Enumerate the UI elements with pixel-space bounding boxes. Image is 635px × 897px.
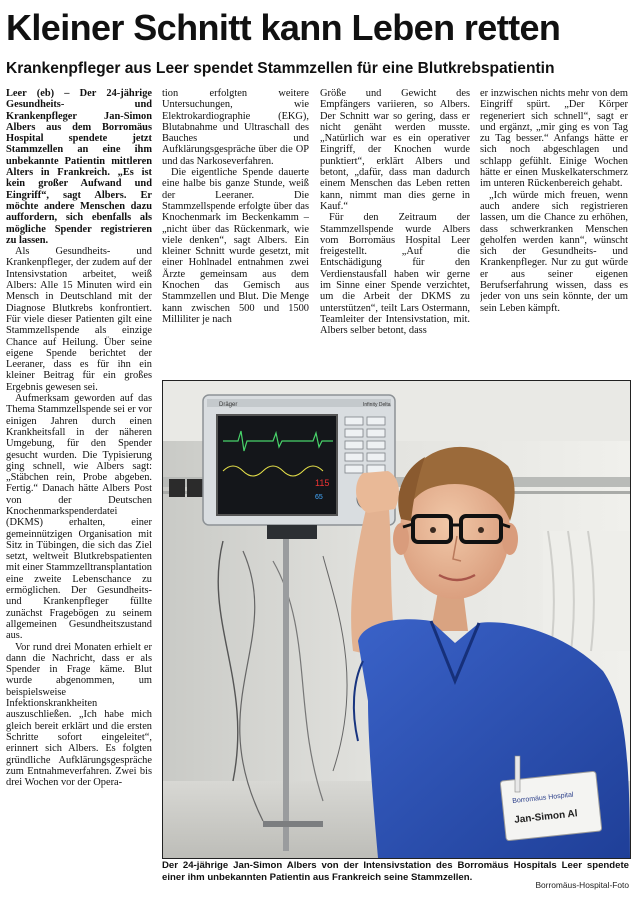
article-paragraph: Größe und Gewicht des Empfängers variieren, so Albers. Der Schnitt war so gering, dass er nicht genäht werden musste. „Natürlich war es ein operativer Eingriff, der Knochen wurde punktiert“, erklärt Albers und betont, „dafür, dass man dadurch einem Menschen das Leben retten kann, nimmt man dies gerne in Kauf.“ bbox=[320, 88, 470, 212]
badge-org: Borromäus Hospital bbox=[511, 791, 574, 805]
article-paragraph: Für den Zeitraum der Stammzellspende wurde Albers vom Borromäus Hospital Leer freigestellt. „Auf die Entschädigung für den Verdienstausfall haben wir gerne im Sinne einer Spende verzichtet, um die Arbeit der DKMS zu unterstützen“, teilt Lars Ostermann, Teamleiter der Intensivstation, mit. Albers selber betont, dass bbox=[320, 212, 470, 337]
monitor-reading-1: 115 bbox=[315, 478, 330, 488]
monitor-brand: Dräger bbox=[219, 402, 238, 408]
subheadline: Krankenpfleger aus Leer spendet Stammzellen für eine Blutkrebspatientin bbox=[6, 60, 555, 77]
article-paragraph: Vor rund drei Monaten erhielt er dann die Nachricht, dass er als Spender in Frage käme. Blut wurde abgenommen, um beispielsweise Infektionskrankheiten auszuschließen. „Ich habe mich gleich bereit erklärt und die ersten Schritte sofort eingeleitet“, erinnert sich Albers. Es folgten gründliche Aufklärungsgespräche zum Entnahmeverfahren. Zwei bis drei Wochen vor der Opera- bbox=[6, 641, 152, 789]
article-paragraph: Aufmerksam geworden auf das Thema Stammzellspende sei er vor einigen Jahren durch einen Krankheitsfall in der näheren Umgebung, für den Spender gesucht wurden. Die Typisierung ging schnell, wie Albers sagt: „Stäbchen rein, Probe abgeben. Fertig.“ Danach hätte Albers Post von der Deutschen Knochenmarkspenderdatei (DKMS) erhalten, einer gemeinnützigen Organisation mit Sitz in Tübingen, die sich das Ziel setzt, weltweit Blutkrebspatienten mit einer Stammzelltransplantation eine zweite Lebenschance zu ermöglichen. Der Gesundheits- und Krankenpfleger füllte zunächst Fragebögen zu seinem allgemeinen Gesundheitszustand aus. bbox=[6, 393, 152, 642]
photo-caption: Der 24-jährige Jan-Simon Albers von der Intensivstation des Borromäus Hospitals Leer spendete einer ihm unbekannten Patientin aus Frankreich seine Stammzellen. bbox=[162, 860, 629, 883]
article-paragraph: Die eigentliche Spende dauerte eine halbe bis ganze Stunde, weiß der Leeraner. Die Stammzellspende erfolgte über das Knochenmark im Beckenkamm – „nicht über das Rückenmark, wie viele denken“, sagt Albers. Ein kleiner Schnitt wurde gesetzt, mit einer Hohlnadel entnahmen zwei Ärzte gemeinsam aus dem Knochen das Gemisch aus Stammzellen und Blut. Die Menge kann zwischen 500 und 1500 Milliliter je nach bbox=[162, 167, 309, 325]
article-paragraph: Als Gesundheits- und Krankenpfleger, der zudem auf der Intensivstation arbeitet, weiß Albers: Alle 15 Minuten wird ein Mensch in Deutschland mit der Diagnose Blutkrebs konfrontiert. Für viele dieser Patienten gilt eine Stammzellspende als einzige Chance auf Heilung. Über seine eigene Spende berichtet der Leeraner, dass es für ihn ein kleiner Beitrag für ein großes Ergebnis gewesen sei. bbox=[6, 246, 152, 393]
headline: Kleiner Schnitt kann Leben retten bbox=[6, 7, 561, 48]
photo-illustration bbox=[163, 381, 630, 858]
monitor-reading-2: 65 bbox=[315, 494, 323, 501]
monitor-label: Infinity Delta bbox=[363, 402, 391, 408]
photo-credit: Borromäus-Hospital-Foto bbox=[535, 880, 629, 890]
article-column-2 bbox=[162, 88, 309, 373]
article-column-1 bbox=[6, 88, 152, 892]
article-paragraph: „Ich würde mich freuen, wenn auch andere sich registrieren lassen, um die Chance zu erhöhen, dass schwerkranken Menschen geholfen werden kann“, wünscht sich der Gesundheits- und Krankenpfleger. Nur zu gut würde er aus seiner eigenen Berufserfahrung wissen, dass es jeder von uns sein könnte, der um sein Leben kämpft. bbox=[480, 189, 628, 314]
article-column-4 bbox=[480, 88, 628, 373]
badge-name: Jan-Simon Al bbox=[513, 808, 579, 826]
article-column-3 bbox=[320, 88, 470, 373]
article-paragraph: tion erfolgten weitere Untersuchungen, wie Elektrokardiographie (EKG), Blutabnahme und Ultraschall des Bauches und Aufklärungsgespräche über die OP und das Narkoseverfahren. bbox=[162, 88, 309, 167]
article-photo bbox=[162, 380, 631, 859]
article-paragraph: er inzwischen nichts mehr von dem Eingriff spürt. „Der Körper regeneriert sich schnell“, sagt er und ergänzt, „mir ging es von Tag zu Tag besser.“ Anfangs hätte er sich noch abgeschlagen und schlapp gefühlt. Einige Wochen hätte er einen Muskelkaterschmerz im unteren Rückenbereich gehabt. bbox=[480, 88, 628, 190]
lead-paragraph: Leer (eb) – Der 24-jährige Gesundheits- und Krankenpfleger Jan-Simon Albers aus dem Borromäus Hospital spendete jetzt Stammzellen an eine ihm unbekannte Patientin mittleren Alters in Frankreich. „Es ist kein großer Aufwand und Eingriff“, sagt Albers. Er möchte andere Menschen dazu auffordern, sich ebenfalls als mögliche Spender registrieren zu lassen. bbox=[6, 88, 152, 246]
